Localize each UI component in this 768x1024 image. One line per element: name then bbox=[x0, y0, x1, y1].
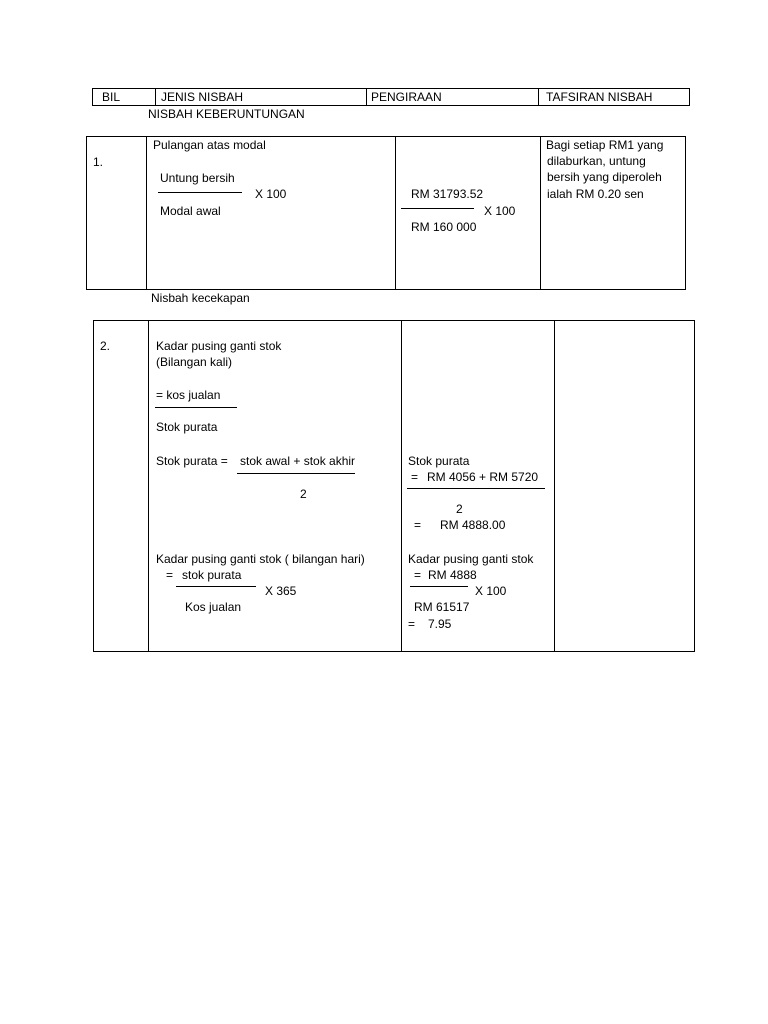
row2-calc-line: = bbox=[408, 617, 416, 631]
header-divider bbox=[538, 88, 539, 106]
section1-title: NISBAH KEBERUNTUNGAN bbox=[148, 107, 305, 121]
row2-calc-line: Stok purata bbox=[408, 454, 470, 468]
row1-formula-fraction-line bbox=[158, 192, 242, 193]
row1-calc-multiplier: X 100 bbox=[484, 204, 516, 218]
row2-calc-line: 7.95 bbox=[428, 617, 452, 631]
row1-formula-denominator: Modal awal bbox=[160, 204, 221, 218]
row1-formula-numerator: Untung bersih bbox=[160, 171, 235, 185]
row1-tafsiran-line: bersih yang diperoleh bbox=[547, 170, 662, 184]
row2-jenis-line: 2 bbox=[300, 487, 307, 501]
row2-jenis-fraction-line bbox=[237, 473, 355, 474]
row2-calc-line: 2 bbox=[456, 502, 463, 516]
row2-jenis-line: Kos jualan bbox=[185, 600, 242, 614]
row2-jenis-fraction-line bbox=[155, 407, 237, 408]
row1-tafsiran-line: Bagi setiap RM1 yang bbox=[546, 138, 664, 152]
row2-jenis-line: Kadar pusing ganti stok bbox=[156, 339, 282, 353]
section2-divider bbox=[401, 320, 402, 652]
row2-calc-line: Kadar pusing ganti stok bbox=[408, 552, 534, 566]
row2-jenis-line: Stok purata = bbox=[156, 454, 228, 468]
header-divider bbox=[155, 88, 156, 106]
row2-jenis-fraction-line bbox=[176, 586, 256, 587]
row1-formula-multiplier: X 100 bbox=[255, 187, 287, 201]
row2-bil: 2. bbox=[100, 339, 111, 353]
row2-jenis-line: = kos jualan bbox=[156, 388, 221, 402]
row2-calc-line: RM 4888 bbox=[428, 568, 477, 582]
header-tafsiran-nisbah: TAFSIRAN NISBAH bbox=[546, 90, 653, 104]
section1-divider bbox=[540, 136, 541, 290]
section2-divider bbox=[148, 320, 149, 652]
row1-tafsiran-line: ialah RM 0.20 sen bbox=[547, 187, 644, 201]
header-pengiraan: PENGIRAAN bbox=[371, 90, 442, 104]
section1-divider bbox=[146, 136, 147, 290]
row1-tafsiran-line: dilaburkan, untung bbox=[547, 154, 646, 168]
row2-calc-line: = bbox=[414, 518, 422, 532]
row2-calc-line: X 100 bbox=[475, 584, 507, 598]
section2-title: Nisbah kecekapan bbox=[151, 291, 250, 305]
row2-calc-line: RM 4888.00 bbox=[440, 518, 506, 532]
row1-calc-numerator: RM 31793.52 bbox=[411, 187, 484, 201]
row2-calc-line: = bbox=[411, 470, 419, 484]
row2-jenis-line: Stok purata bbox=[156, 420, 218, 434]
row2-jenis-line: = bbox=[166, 568, 174, 582]
header-bil: BIL bbox=[102, 90, 121, 104]
row2-calc-line: RM 4056 + RM 5720 bbox=[427, 470, 539, 484]
row1-bil: 1. bbox=[93, 155, 104, 169]
row2-jenis-line: (Bilangan kali) bbox=[156, 355, 233, 369]
section1-divider bbox=[395, 136, 396, 290]
row2-jenis-line: X 365 bbox=[265, 584, 297, 598]
row2-jenis-line: Kadar pusing ganti stok ( bilangan hari) bbox=[156, 552, 365, 566]
section2-row bbox=[93, 320, 695, 652]
row1-calc-fraction-line bbox=[401, 208, 474, 209]
row2-calc-fraction-line bbox=[410, 586, 468, 587]
section2-divider bbox=[554, 320, 555, 652]
row2-calc-line: = bbox=[414, 568, 422, 582]
row2-jenis-line: stok awal + stok akhir bbox=[240, 454, 356, 468]
header-divider bbox=[366, 88, 367, 106]
row1-jenis-title: Pulangan atas modal bbox=[153, 138, 266, 152]
row2-calc-line: RM 61517 bbox=[414, 600, 470, 614]
row2-calc-fraction-line bbox=[407, 488, 545, 489]
row2-jenis-line: stok purata bbox=[182, 568, 242, 582]
row1-calc-denominator: RM 160 000 bbox=[411, 220, 477, 234]
header-jenis-nisbah: JENIS NISBAH bbox=[161, 90, 244, 104]
